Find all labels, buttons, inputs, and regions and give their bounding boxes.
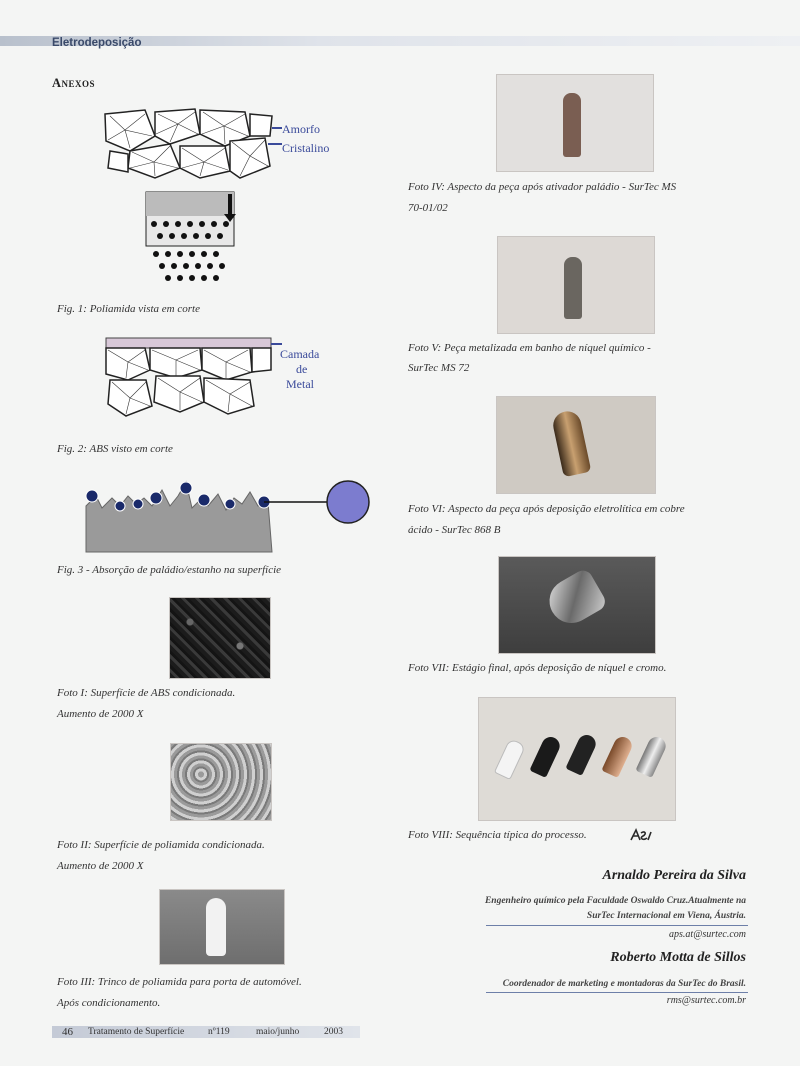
annex-heading: Anexos [52, 76, 96, 90]
latch-seq-black-1 [529, 734, 562, 778]
latch-seq-white [494, 738, 526, 780]
issue-number: nº119 [208, 1027, 230, 1037]
latch-seq-black-2 [565, 732, 598, 776]
page-number: 46 [62, 1026, 73, 1038]
photo-2-polyamide-surface [170, 743, 272, 821]
author-1-divider [486, 925, 748, 926]
figure-2-abs-diagram [100, 336, 350, 422]
label-crystalline: Cristalino [282, 141, 330, 155]
label-metal-layer-3: Metal [286, 377, 314, 391]
photo-3-latch-conditioned [159, 889, 285, 965]
photo-7-caption: Foto VII: Estágio final, após deposição de níquel e cromo. [408, 662, 667, 674]
section-label: Eletrodeposição [52, 37, 142, 49]
photo-4-caption-line-2: 70-01/02 [408, 202, 448, 214]
latch-copper-part [551, 409, 592, 477]
photo-5-caption-line-1: Foto V: Peça metalizada em banho de níquel químico - [408, 342, 651, 354]
page-footer [52, 1026, 360, 1038]
photo-7-nickel-chrome [498, 556, 656, 654]
latch-brown-part [563, 93, 581, 157]
latch-grey-part [564, 257, 582, 319]
author-2-divider [486, 992, 748, 993]
photo-3-caption-line-2: Após condicionamento. [57, 997, 161, 1009]
author-2-bio: Coordenador de marketing e montadoras da SurTec do Brasil. [502, 979, 746, 989]
photo-1-caption-line-2: Aumento de 2000 X [57, 708, 144, 720]
photo-5-caption-line-2: SurTec MS 72 [408, 362, 470, 374]
photo-6-copper-deposition [496, 396, 656, 494]
photo-3-caption-line-1: Foto III: Trinco de poliamida para porta de automóvel. [57, 976, 302, 988]
latch-white-part [206, 898, 226, 956]
figure-3-caption: Fig. 3 - Absorção de paládio/estanho na superfície [57, 564, 282, 576]
photo-1-caption-line-1: Foto I: Superfície de ABS condicionada. [57, 687, 236, 699]
photo-5-nickel-chemical [497, 236, 655, 334]
photo-6-caption-line-2: ácido - SurTec 868 B [408, 524, 501, 536]
issue-year: 2003 [324, 1027, 343, 1037]
figure-1-polyamide-diagram [100, 106, 350, 286]
photo-8-caption: Foto VIII: Sequência típica do processo. [408, 829, 587, 841]
label-amorphous: Amorfo [282, 122, 320, 136]
photo-6-caption-line-1: Foto VI: Aspecto da peça após deposição eletrolítica em cobre [408, 503, 685, 515]
figure-1-caption: Fig. 1: Poliamida vista em corte [57, 303, 200, 315]
issue-months: maio/junho [256, 1027, 300, 1037]
latch-seq-copper [601, 734, 634, 778]
figure-3-palladium-diagram [82, 478, 372, 554]
latch-seq-chrome [635, 734, 668, 778]
photo-4-caption-line-1: Foto IV: Aspecto da peça após ativador paládio - SurTec MS [408, 181, 677, 193]
photo-1-abs-surface [169, 597, 271, 679]
photo-2-caption-line-1: Foto II: Superfície de poliamida condicionada. [57, 839, 265, 851]
figure-2-caption: Fig. 2: ABS visto em corte [57, 443, 173, 455]
author-1-email: aps.at@surtec.com [669, 929, 746, 940]
author-1-bio-line-1: Engenheiro químico pela Faculdade Oswaldo Cruz.Atualmente na [484, 896, 746, 906]
label-metal-layer-2: de [296, 362, 308, 376]
author-1-bio-line-2: SurTec Internacional em Viena, Áustria. [586, 911, 746, 921]
author-1-name: Arnaldo Pereira da Silva [602, 868, 746, 883]
latch-chrome-part [541, 567, 608, 631]
author-2-email: rms@surtec.com.br [666, 995, 746, 1006]
magazine-name: Tratamento de Superfície [88, 1027, 185, 1037]
photo-4-palladium-activated [496, 74, 654, 172]
end-mark-icon [630, 828, 652, 842]
author-2-name: Roberto Motta de Sillos [610, 950, 746, 965]
photo-8-process-sequence [478, 697, 676, 821]
photo-2-caption-line-2: Aumento de 2000 X [57, 860, 144, 872]
label-metal-layer-1: Camada [280, 347, 320, 361]
